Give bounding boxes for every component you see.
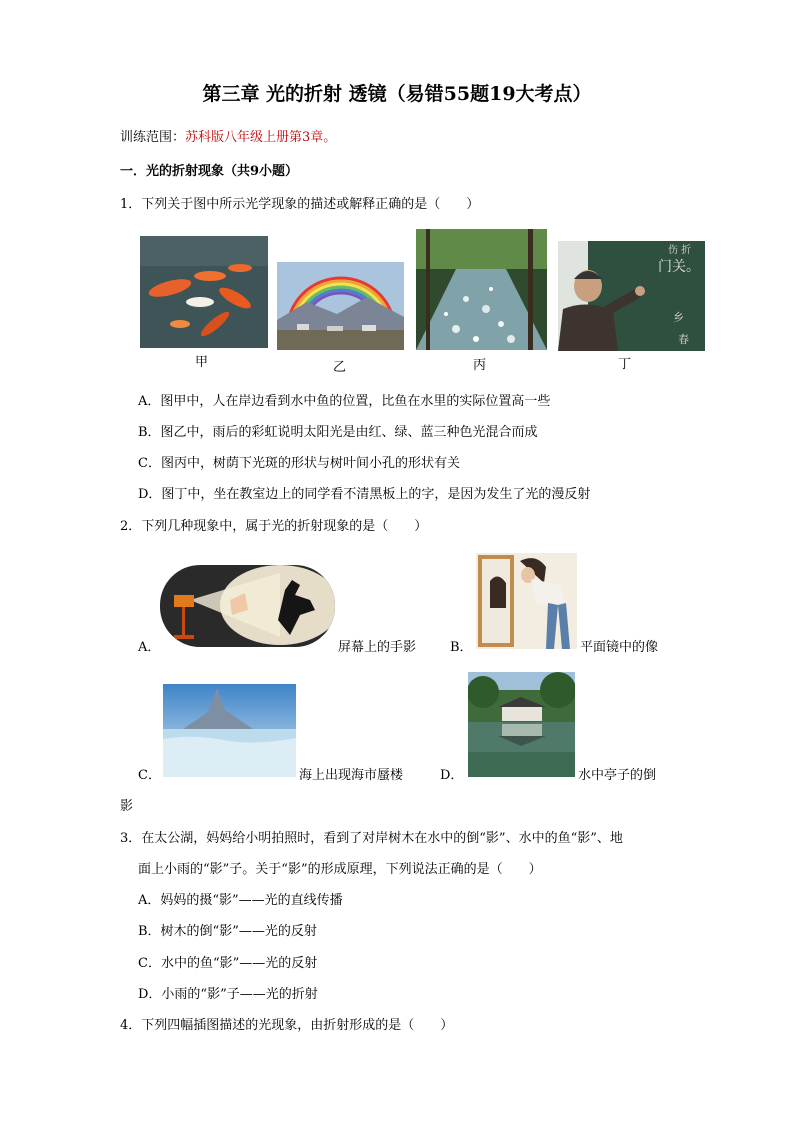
q1-option-a: A．图甲中，人在岸边看到水中鱼的位置，比鱼在水里的实际位置高一些 (138, 394, 551, 409)
q1-stem: 1．下列关于图中所示光学现象的描述或解释正确的是（ ） (120, 197, 480, 212)
q2-option-d-text: 水中亭子的倒 (578, 768, 657, 783)
q2-option-d-wrap: 影 (120, 799, 134, 814)
q1-image-forest-path (416, 229, 547, 350)
scope-label: 训练范围： (120, 130, 186, 145)
q3-option-a: A．妈妈的摄“影”——光的直线传播 (138, 893, 343, 908)
q3-option-b: B．树木的倒“影”——光的反射 (138, 924, 317, 939)
q3-stem-line2: 面上小雨的“影”子。关于“影”的形成原理，下列说法正确的是（ ） (138, 862, 542, 877)
section-heading: 一．光的折射现象（共9小题） (120, 164, 299, 179)
q1-option-b: B．图乙中，雨后的彩虹说明太阳光是由红、绿、蓝三种色光混合而成 (138, 425, 538, 440)
q1-caption-jia: 甲 (195, 355, 209, 370)
svg-text:春: 春 (678, 333, 689, 346)
q2-option-a-label: A． (138, 640, 161, 655)
q1-option-c: C．图丙中，树荫下光斑的形状与树叶间小孔的形状有关 (138, 456, 460, 471)
q1-image-blackboard (558, 241, 705, 351)
svg-text:门关。: 门关。 (658, 259, 700, 275)
q2-option-b-text: 平面镜中的像 (580, 640, 659, 655)
q1-caption-bing: 丙 (473, 358, 487, 373)
q3-option-c: C．水中的鱼“影”——光的反射 (138, 956, 318, 971)
q2-option-a-text: 屏幕上的手影 (338, 640, 417, 655)
q2-option-b-label: B． (450, 640, 473, 655)
q4-stem: 4．下列四幅插图描述的光现象，由折射形成的是（ ） (120, 1018, 454, 1033)
q1-image-rainbow (277, 262, 404, 350)
svg-text:伤 折: 伤 折 (668, 245, 692, 256)
q2-option-d-label: D． (440, 768, 464, 783)
q3-stem-line1: 3．在太公湖，妈妈给小明拍照时，看到了对岸树木在水中的倒“影”、水中的鱼“影”、地 (120, 831, 623, 846)
q1-caption-ding: 丁 (618, 357, 632, 372)
q1-option-d: D．图丁中，坐在教室边上的同学看不清黑板上的字，是因为发生了光的漫反射 (138, 487, 591, 502)
q1-image-fish (140, 236, 268, 348)
q2-image-mirage (163, 684, 296, 777)
q2-image-mirror (476, 553, 577, 649)
scope-value: 苏科版八年级上册第3章。 (185, 130, 337, 145)
q2-option-c-label: C． (138, 768, 161, 783)
q2-image-pavilion-reflection (468, 672, 575, 777)
svg-text:乡: 乡 (673, 311, 684, 324)
page-title: 第三章 光的折射 透镜（易错55题19大考点） (202, 83, 592, 105)
q2-stem: 2．下列几种现象中，属于光的折射现象的是（ ） (120, 519, 428, 534)
q1-caption-yi: 乙 (333, 360, 347, 375)
training-scope (120, 130, 336, 146)
q2-option-c-text: 海上出现海市蜃楼 (299, 768, 404, 783)
q2-image-hand-shadow (160, 565, 335, 647)
q3-option-d: D．小雨的“影”子——光的折射 (138, 987, 318, 1002)
